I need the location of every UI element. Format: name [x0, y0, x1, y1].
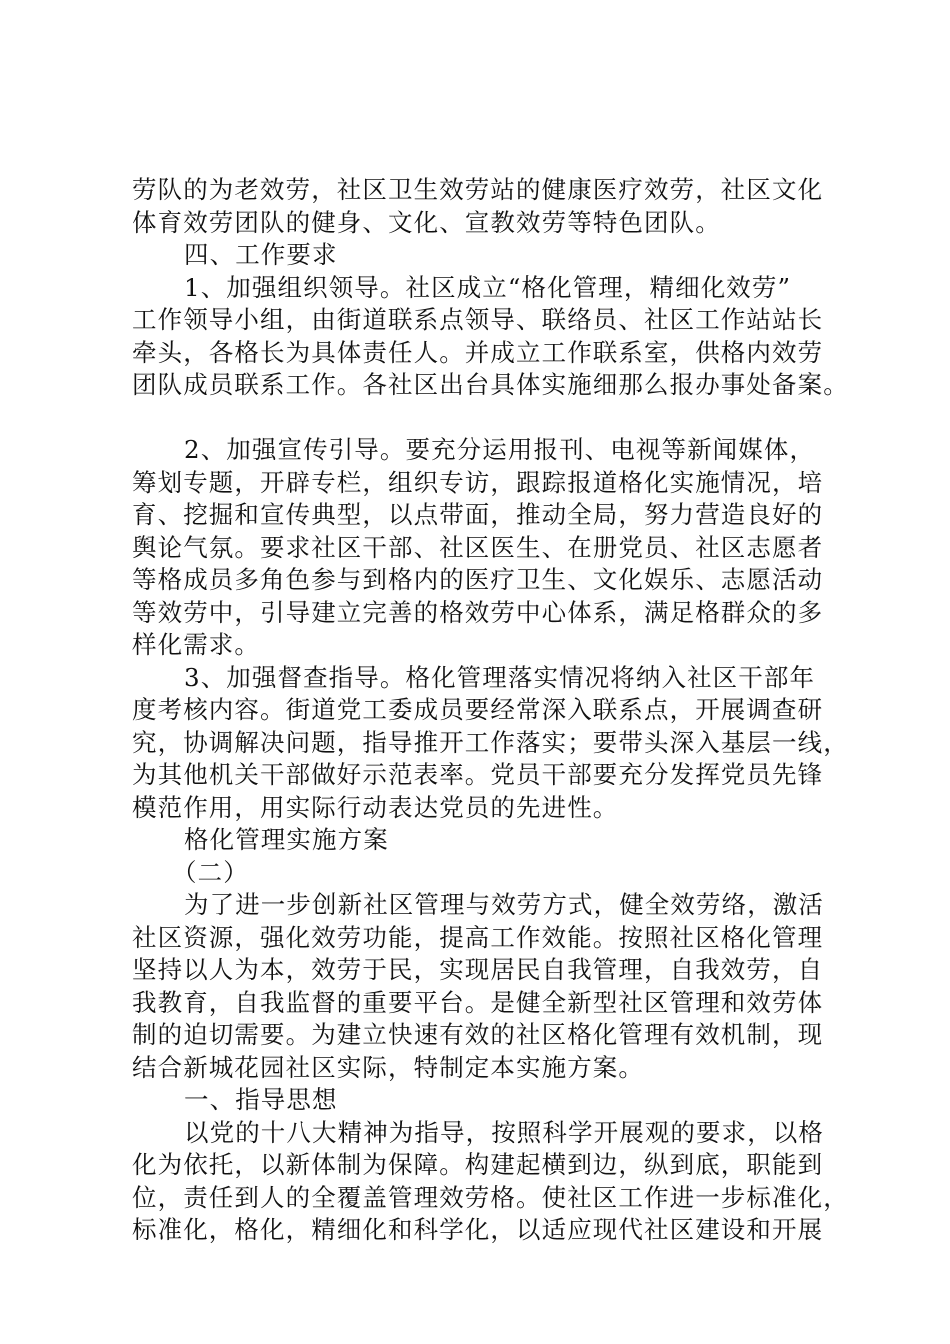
text-line: 体育效劳团队的健身、文化、宣教效劳等特色团队。 [132, 207, 721, 237]
text-line: 化为依托，以新体制为保障。构建起横到边，纵到底，职能到 [132, 1150, 824, 1179]
text-line: 究，协调解决问题，指导推开工作落实；要带头深入基层一线， [132, 727, 849, 757]
text-line: 等效劳中，引导建立完善的格效劳中心体系，满足格群众的多 [132, 597, 824, 627]
text-line: 筹划专题，开辟专栏，组织专访，跟踪报道格化实施情况，培 [132, 467, 824, 497]
section-heading: 四、工作要求 [184, 240, 338, 269]
text-line: 等格成员多角色参与到格内的医疗卫生、文化娱乐、志愿活动 [132, 565, 824, 594]
text-line: 团队成员联系工作。各社区出台具体实施细那么报办事处备案。 [132, 370, 849, 399]
text-line: 位，责任到人的全覆盖管理效劳格。使社区工作进一步标准化， [132, 1182, 849, 1212]
text-line: 为了进一步创新社区管理与效劳方式，健全效劳络，激活 [184, 890, 824, 919]
section-heading: 一、指导思想 [184, 1085, 338, 1114]
document-title: 格化管理实施方案 [184, 825, 389, 854]
text-line: 育、挖掘和宣传典型，以点带面，推动全局，努力营造良好的 [132, 500, 824, 529]
text-line: 为其他机关干部做好示范表率。党员干部要充分发挥党员先锋 [132, 760, 824, 789]
blank-line [132, 402, 832, 435]
text-line: 模范作用，用实际行动表达党员的先进性。 [132, 792, 619, 822]
text-line: 社区资源，强化效劳功能，提高工作效能。按照社区格化管理 [132, 922, 824, 952]
text-line: 2、加强宣传引导。要充分运用报刊、电视等新闻媒体， [184, 435, 816, 464]
text-line: 1、加强组织领导。社区成立“格化管理，精细化效劳” [184, 272, 792, 302]
text-line: 样化需求。 [132, 630, 260, 659]
document-body [132, 174, 849, 1247]
text-line: 舆论气氛。要求社区干部、社区医生、在册党员、社区志愿者 [132, 532, 824, 562]
text-line: 劳队的为老效劳，社区卫生效劳站的健康医疗效劳，社区文化 [132, 175, 824, 204]
text-line: 坚持以人为本，效劳于民，实现居民自我管理，自我效劳，自 [132, 955, 824, 984]
text-line: 制的迫切需要。为建立快速有效的社区格化管理有效机制，现 [132, 1020, 824, 1049]
document-subtitle: （二） [172, 857, 249, 887]
text-line: 我教育，自我监督的重要平台。是健全新型社区管理和效劳体 [132, 987, 824, 1017]
text-line: 结合新城花园社区实际，特制定本实施方案。 [132, 1052, 644, 1082]
text-line: 以党的十八大精神为指导，按照科学开展观的要求，以格 [184, 1117, 824, 1147]
text-line: 牵头，各格长为具体责任人。并成立工作联系室，供格内效劳 [132, 337, 824, 367]
text-line: 度考核内容。街道党工委成员要经常深入联系点，开展调查研 [132, 695, 824, 724]
text-line: 标准化，格化，精细化和科学化，以适应现代社区建设和开展 [132, 1215, 824, 1244]
text-line: 3、加强督查指导。格化管理落实情况将纳入社区干部年 [184, 662, 816, 692]
text-line: 工作领导小组，由街道联系点领导、联络员、社区工作站站长 [132, 305, 824, 334]
